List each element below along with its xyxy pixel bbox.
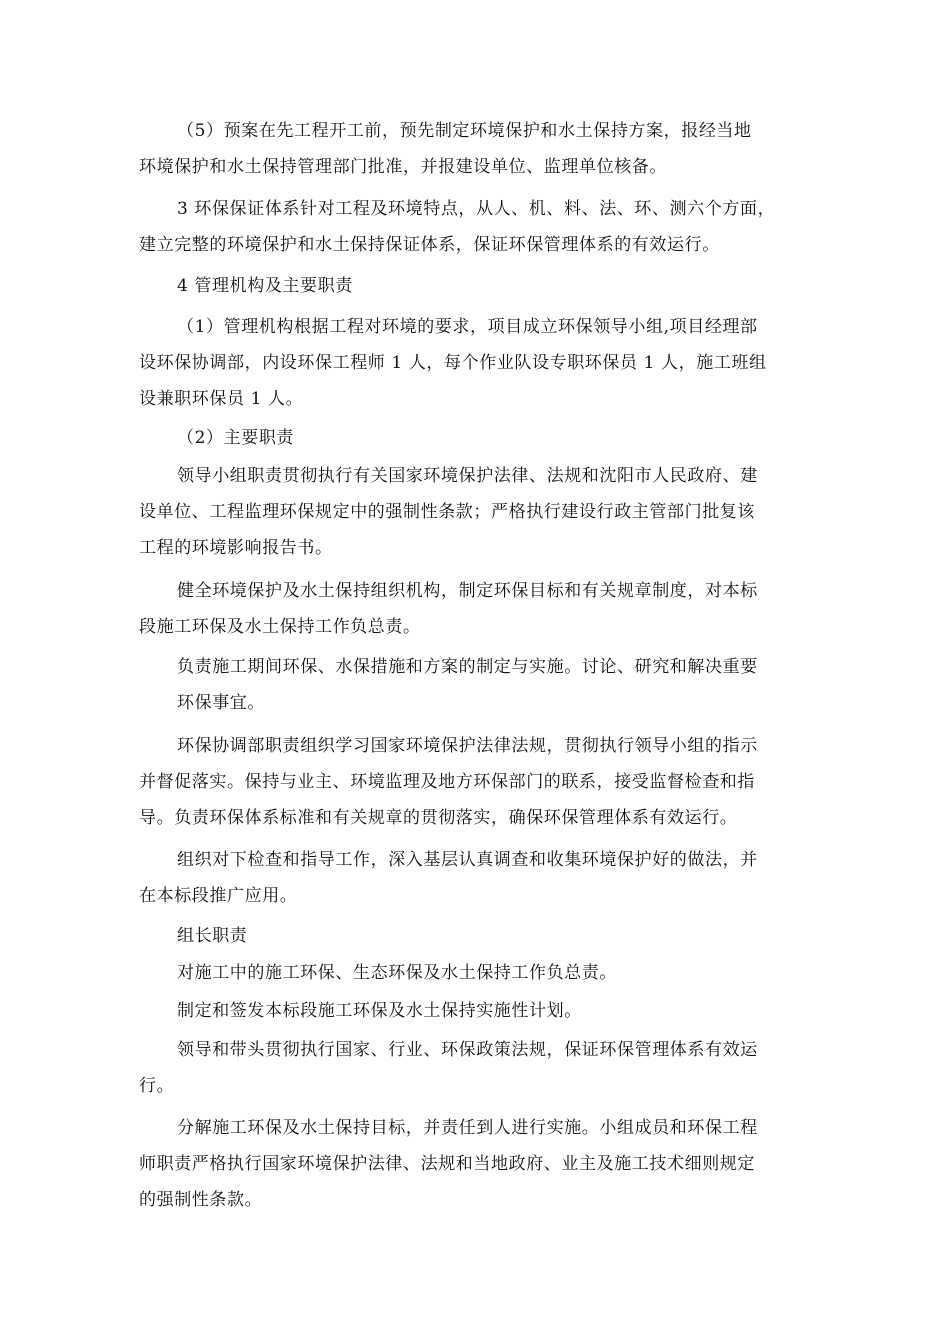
text-line: 建立完整的环境保护和水土保持保证体系，保证环保管理体系的有效运行。 [139,235,720,255]
text-line: 环境保护和水土保持管理部门批准，并报建设单位、监理单位核备。 [139,157,667,177]
text-line: 设兼职环保员 1 人。 [139,389,304,409]
text-line: 并督促落实。保持与业主、环境监理及地方环保部门的联系，接受监督检查和指 [139,772,755,792]
text-line: 环保协调部职责组织学习国家环境保护法律法规，贯彻执行领导小组的指示 [177,736,758,756]
text-line: （5）预案在先工程开工前，预先制定环境保护和水土保持方案，报经当地 [177,121,752,141]
text-line: 的强制性条款。 [139,1190,263,1210]
text-line: 行。 [139,1076,175,1096]
text-line: 对施工中的施工环保、生态环保及水土保持工作负总责。 [177,963,617,983]
text-line: 师职责严格执行国家环境保护法律、法规和当地政府、业主及施工技术细则规定 [139,1154,755,1174]
text-line: 健全环境保护及水土保持组织机构，制定环保目标和有关规章制度，对本标 [177,581,758,601]
text-line: 在本标段推广应用。 [139,886,298,906]
text-line: 工程的环境影响报告书。 [139,538,333,558]
text-line: 分解施工环保及水土保持目标，并责任到人进行实施。小组成员和环保工程 [177,1118,758,1138]
text-line: 领导和带头贯彻执行国家、行业、环保政策法规，保证环保管理体系有效运 [177,1040,758,1060]
text-line: 导。负责环保体系标准和有关规章的贯彻落实，确保环保管理体系有效运行。 [139,808,738,828]
text-line: 领导小组职责贯彻执行有关国家环境保护法律、法规和沈阳市人民政府、建 [177,466,758,486]
text-line: 3 环保保证体系针对工程及环境特点，从人、机、料、法、环、测六个方面， [177,199,776,219]
section-heading: 4 管理机构及主要职责 [177,276,353,296]
text-line: 负责施工期间环保、水保措施和方案的制定与实施。讨论、研究和解决重要 [177,657,758,677]
text-line: （1）管理机构根据工程对环境的要求，项目成立环保领导小组,项目经理部 [177,317,758,337]
text-line: 环保事宜。 [177,693,265,713]
subheading: （2）主要职责 [177,428,295,448]
text-line: 组织对下检查和指导工作，深入基层认真调查和收集环境保护好的做法，并 [177,850,758,870]
text-line: 段施工环保及水土保持工作负总责。 [139,617,421,637]
text-line: 设单位、工程监理环保规定中的强制性条款；严格执行建设行政主管部门批复该 [139,502,755,522]
text-line: 设环保协调部，内设环保工程师 1 人，每个作业队设专职环保员 1 人，施工班组 [139,353,767,373]
subheading: 组长职责 [177,926,248,946]
text-line: 制定和签发本标段施工环保及水土保持实施性计划。 [177,1001,582,1021]
